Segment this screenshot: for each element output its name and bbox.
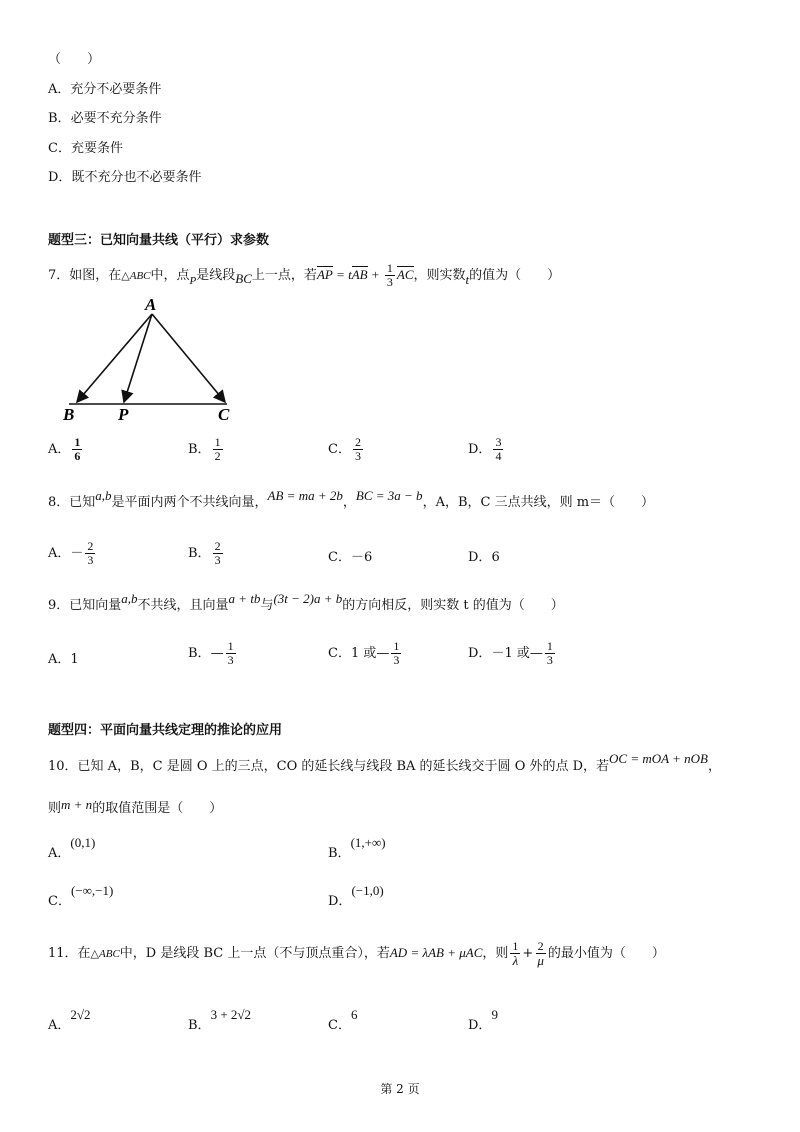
q7-stem: 7．如图，在△ABC中，点$_P$是线段BC上一点，若AP = tAB + $\frac{1}{3}$ AC，则实数t的值为（ ） xyxy=(48,261,561,289)
q9-stem: 9．已知向量a,b不共线，且向量a + tb与(3t − 2)a + b的方向相反，则实数 t 的值为（ ） xyxy=(48,591,564,613)
vector-ab xyxy=(77,314,152,402)
q7-option-d: D． $\frac{3}{4}$ xyxy=(468,435,502,463)
page-number: 第 2 页 xyxy=(380,1082,420,1096)
q11-option-a: A．2√2 xyxy=(48,1007,91,1033)
q10-option-c: C．(−∞,−1) xyxy=(48,883,114,909)
q10-option-d: D．(−1,0) xyxy=(328,883,384,909)
q6-option-d: D．既不充分也不必要条件 xyxy=(48,170,202,185)
section-3-title: 题型三：已知向量共线（平行）求参数 xyxy=(48,233,270,248)
q11-option-b: B．3 + 2√2 xyxy=(188,1007,252,1033)
vector-ac xyxy=(152,314,225,402)
q10-option-b: B．(1,+∞) xyxy=(328,835,386,861)
q10-option-a: A．(0,1) xyxy=(48,835,96,861)
q7-option-b: B． $\frac{1}{2}$ xyxy=(188,435,221,463)
q7-option-c: C． $\frac{2}{3}$ xyxy=(328,435,361,463)
q11-option-c: C．6 xyxy=(328,1007,358,1033)
vector-ap xyxy=(124,314,152,402)
q6-paren: （ ） xyxy=(48,52,101,67)
q6-option-a: A．充分不必要条件 xyxy=(48,82,162,97)
label-p: P xyxy=(118,405,129,422)
q8-option-a: A．－ $\frac{2}{3}$ xyxy=(48,539,94,567)
q9-option-a: A．1 xyxy=(48,652,79,667)
section-4-title: 题型四：平面向量共线定理的推论的应用 xyxy=(48,723,283,738)
q11-option-d: D．9 xyxy=(468,1007,498,1033)
q8-option-c: C．－6 xyxy=(328,550,373,565)
label-b: B xyxy=(63,405,75,422)
q9-option-d: D．－1 或— $\frac{1}{3}$ xyxy=(468,639,553,667)
label-a: A xyxy=(145,295,157,314)
q7-triangle-figure xyxy=(55,292,245,422)
q10-stem-line1: 10．已知 A，B，C 是圆 O 上的三点，CO 的延长线与线段 BA 的延长线交于圆 O 外的点 D，若OC = mOA + nOB， xyxy=(48,751,721,774)
q9-option-c: C．1 或— $\frac{1}{3}$ xyxy=(328,639,400,667)
q9-option-b: B．— $\frac{1}{3}$ xyxy=(188,639,234,667)
q6-option-b: B．必要不充分条件 xyxy=(48,111,162,126)
q10-stem-line2: 则m + n的取值范围是（ ） xyxy=(48,797,223,816)
q8-stem: 8．已知a,b是平面内两个不共线向量，AB = ma + 2b，BC = 3a − b，A，B，C 三点共线，则 m＝（ ） xyxy=(48,488,655,510)
q8-option-b: B． $\frac{2}{3}$ xyxy=(188,539,221,567)
q8-option-d: D．6 xyxy=(468,550,500,565)
q6-option-c: C．充要条件 xyxy=(48,141,123,156)
q11-stem: 11．在△ABC中，D 是线段 BC 上一点（不与顶点重合），若AD = λAB + μAC，则 $\frac{1}{\lambda}$ + $\frac{2}{\mu}$ 的最小值为（ ） xyxy=(48,939,665,968)
label-c: C xyxy=(218,405,230,422)
q7-option-a: A． $\frac{1}{6}$ xyxy=(48,435,81,463)
